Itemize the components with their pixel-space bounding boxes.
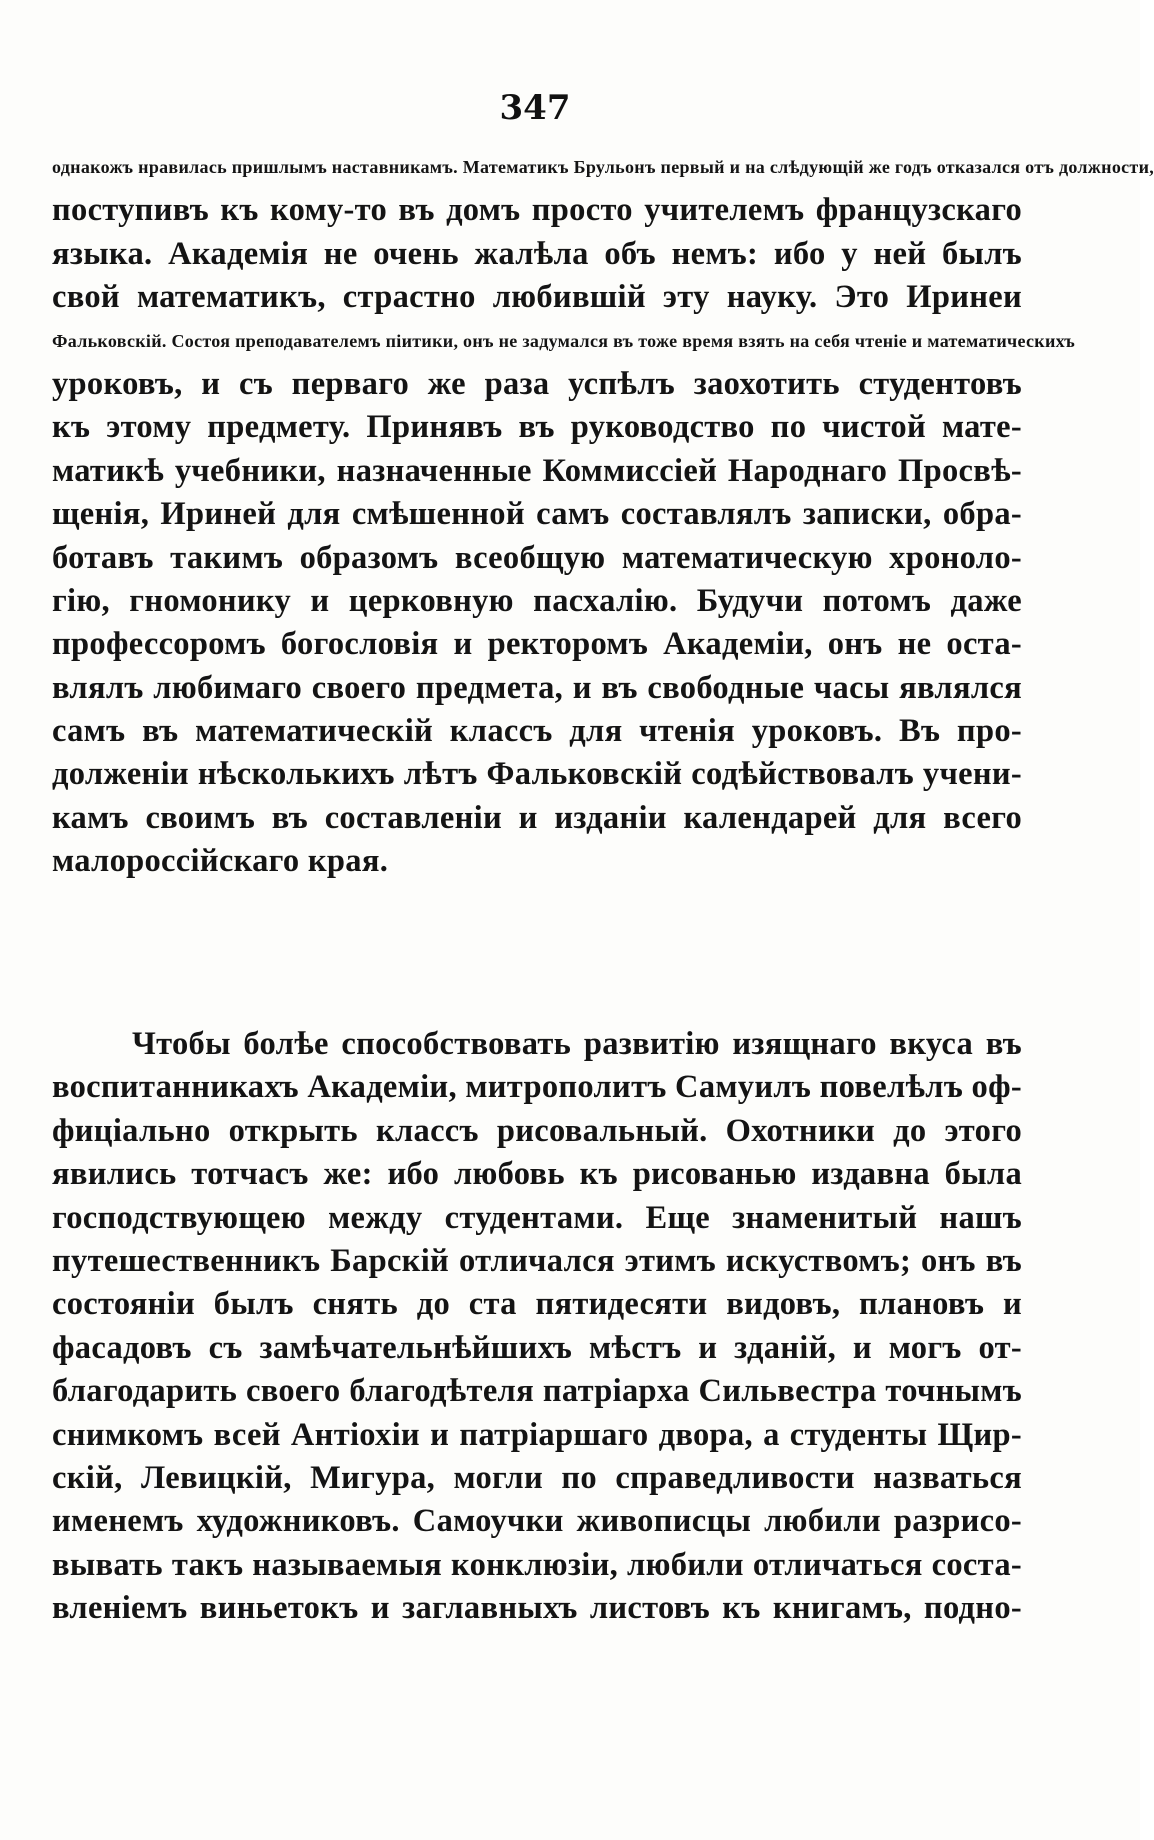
text-line: профессоромъ богословія и ректоромъ Академіи, онъ не оста- <box>52 626 1022 663</box>
text-line: фасадовъ съ замѣчательнѣйшихъ мѣстъ и зданій, и могъ от- <box>52 1329 1022 1366</box>
text-line: именемъ художниковъ. Самоучки живописцы любили разрисо- <box>52 1503 1022 1540</box>
text-line: долженіи нѣсколькихъ лѣтъ Фальковскій содѣйствовалъ учени- <box>52 756 1022 793</box>
text-line: малороссійскаго края. <box>52 843 389 880</box>
text-line: матикѣ учебники, назначенные Коммиссіей Народнаго Просвѣ- <box>52 452 1022 489</box>
text-line: путешественникъ Барскій отличался этимъ искуствомъ; онъ въ <box>52 1242 1022 1279</box>
text-line: вленіемъ виньетокъ и заглавныхъ листовъ къ книгамъ, подно- <box>52 1590 1022 1627</box>
paragraph-2 <box>52 1023 1022 1630</box>
text-line: самъ въ математическій классъ для чтенія уроковъ. Въ про- <box>52 713 1022 750</box>
text-line: скій, Левицкій, Мигура, могли по справедливости назваться <box>52 1459 1022 1496</box>
page-number: 347 <box>499 88 571 128</box>
text-line: Чтобы болѣе способствовать развитію изящнаго вкуса въ <box>132 1026 1022 1062</box>
text-line: языка. Академія не очень жалѣла объ немъ: ибо у ней былъ <box>52 235 1022 272</box>
paragraph-1 <box>52 146 1154 884</box>
text-line: свой математикъ, страстно любившій эту науку. Это Иринеи <box>52 279 1022 316</box>
text-line: Фальковскій. Состоя преподавателемъ піитики, онъ не задумался въ тоже время взять на себя чтеніе и математическихъ <box>52 330 1076 351</box>
text-line: воспитанникахъ Академіи, митрополитъ Самуилъ повелѣлъ оф- <box>52 1069 1022 1106</box>
text-line: ботавъ такимъ образомъ всеобщую математическую хроноло- <box>52 539 1022 576</box>
text-line: поступивъ къ кому-то въ домъ просто учителемъ французскаго <box>52 192 1022 229</box>
text-line: однакожъ нравилась пришлымъ наставникамъ. Математикъ Брульонъ первый и на слѣдующій же годъ отказался отъ должности, <box>52 157 1154 177</box>
text-line: господствующею между студентами. Еще знаменитый нашъ <box>52 1199 1022 1236</box>
text-line: къ этому предмету. Принявъ въ руководство по чистой мате- <box>52 409 1022 446</box>
text-line: благодарить своего благодѣтеля патріарха Сильвестра точнымъ <box>52 1373 1022 1410</box>
text-line: уроковъ, и съ перваго же раза успѣлъ заохотить студентовъ <box>52 365 1022 402</box>
text-line: камъ своимъ въ составленіи и изданіи календарей для всего <box>52 799 1022 836</box>
text-line: вывать такъ называемыя конклюзіи, любили отличаться соста- <box>52 1546 1022 1583</box>
text-line: снимкомъ всей Антіохіи и патріаршаго двора, а студенты Щир- <box>52 1416 1022 1453</box>
text-line: фиціально открыть классъ рисовальный. Охотники до этого <box>52 1112 1022 1149</box>
text-line: состояніи былъ снять до ста пятидесяти видовъ, плановъ и <box>52 1286 1022 1323</box>
text-line: влялъ любимаго своего предмета, и въ свободные часы являлся <box>52 669 1022 706</box>
text-line: щенія, Ириней для смѣшенной самъ составлялъ записки, обра- <box>52 496 1022 533</box>
text-line: гію, гномонику и церковную пасхалію. Будучи потомъ даже <box>52 582 1022 619</box>
text-line: явились тотчасъ же: ибо любовь къ рисованью издавна была <box>52 1156 1022 1193</box>
